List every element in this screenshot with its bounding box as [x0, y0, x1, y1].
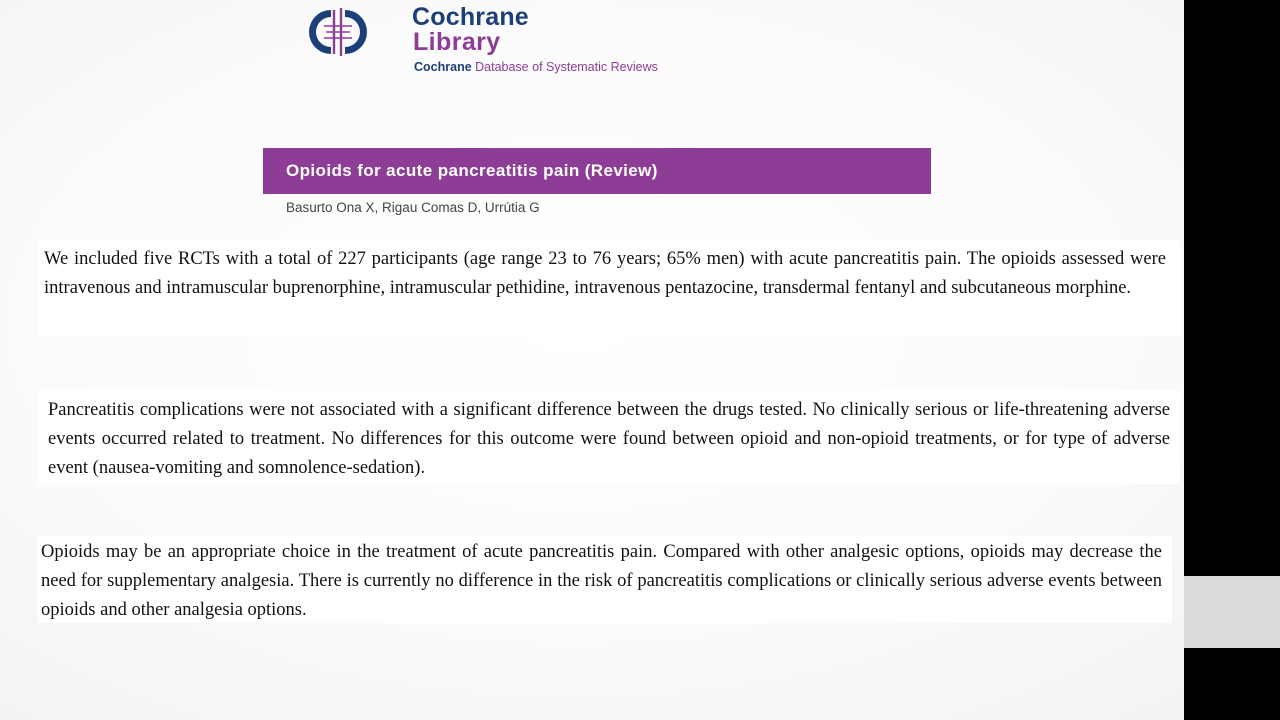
review-title: Opioids for acute pancreatitis pain (Review): [263, 148, 931, 194]
logo-cochrane-text: Cochrane: [412, 3, 529, 31]
paragraph-included-studies: We included five RCTs with a total of 227 participants (age range 23 to 76 years; 65% men) with acute pancreatitis pain. The opioids assessed were intravenous and intramuscular buprenorphine, intramuscular pethidine, intravenous pentazocine, transdermal fentanyl and subcutaneous morphine.: [38, 240, 1180, 336]
database-subtitle-brand: Cochrane: [414, 60, 472, 74]
paragraph-conclusions: Opioids may be an appropriate choice in the treatment of acute pancreatitis pain. Compared with other analgesic options, opioids may decrease the need for supplementary analgesia. There is currently no difference in the risk of pancreatitis complications or clinically serious adverse events between opioids and other analgesia options.: [38, 536, 1172, 623]
paragraph-adverse-events: Pancreatitis complications were not associated with a significant difference between the drugs tested. No clinically serious or life-threatening adverse events occurred related to treatment. No differences for this outcome were found between opioid and non-opioid treatments, or for type of adverse event (nausea-vomiting and somnolence-sedation).: [38, 390, 1180, 484]
cochrane-logo-icon: [284, 6, 392, 58]
right-black-bar-bottom: [1184, 648, 1280, 720]
database-subtitle-rest: Database of Systematic Reviews: [471, 60, 658, 74]
right-black-bar-top: [1184, 0, 1280, 576]
review-authors: Basurto Ona X, Rigau Comas D, Urrútia G: [286, 200, 540, 215]
database-subtitle: [414, 60, 658, 74]
right-gray-bar: [1184, 576, 1280, 648]
logo-library-text: Library: [413, 28, 501, 56]
